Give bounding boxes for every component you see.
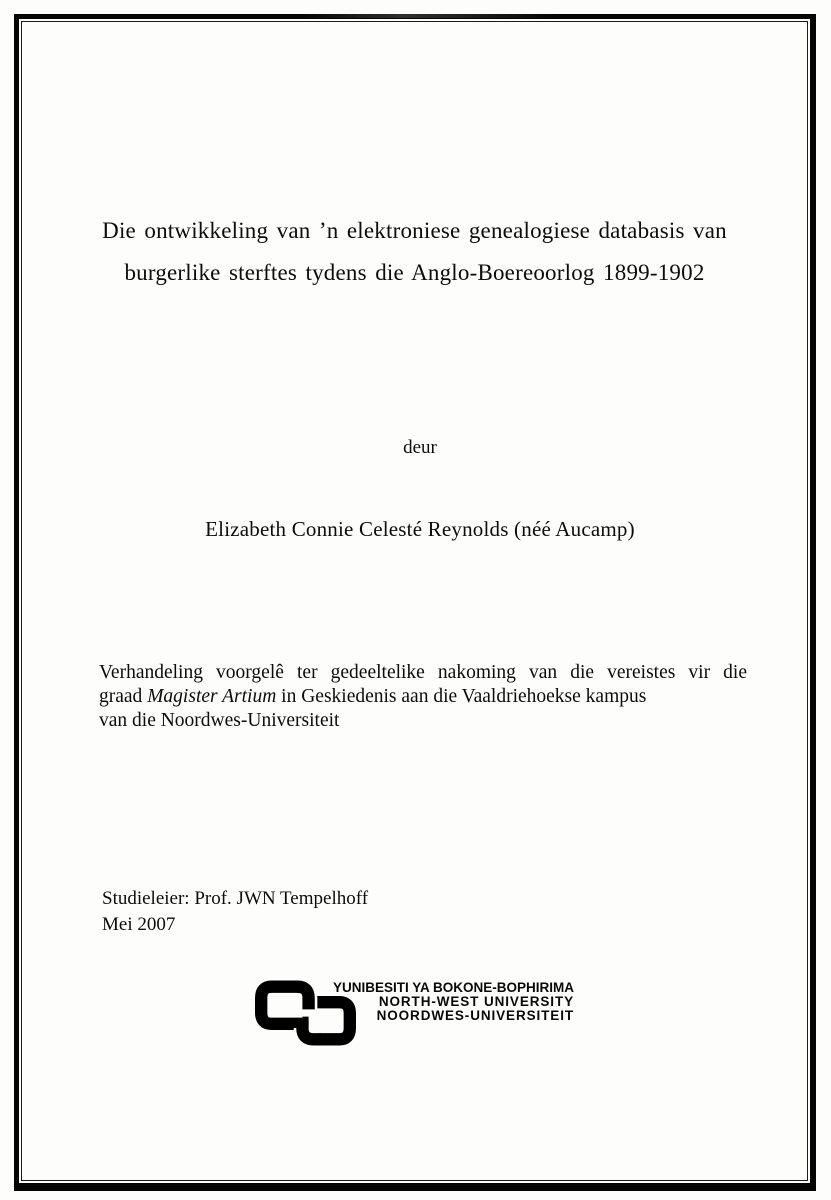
date-line: Mei 2007 (102, 913, 176, 935)
degree-name: Magister Artium (147, 686, 277, 707)
submission-statement (99, 661, 747, 733)
scan-artifact (300, 14, 560, 18)
byline-label: deur (403, 437, 437, 458)
author-name: Elizabeth Connie Celesté Reynolds (néé Aucamp) (205, 517, 635, 541)
supervisor-line: Studieleier: Prof. JWN Tempelhoff (102, 888, 369, 909)
thesis-title-line-2: burgerlike sterftes tydens die Anglo-Boereoorlog 1899-1902 (124, 260, 705, 285)
university-name-afrikaans: NOORDWES-UNIVERSITEIT (376, 1008, 574, 1023)
supervisor-and-date (102, 886, 368, 937)
university-name-english: NORTH-WEST UNIVERSITY (378, 994, 574, 1009)
thesis-title-line-1: Die ontwikkeling van ’n elektroniese genealogiese databasis van (102, 218, 727, 243)
submission-line-1: Verhandeling voorgelê ter gedeeltelike nakoming van die vereistes vir die (99, 662, 747, 683)
submission-line-2 (99, 685, 747, 709)
submission-line-3: van die Noordwes-Universiteit (99, 710, 340, 731)
thesis-title (70, 210, 759, 294)
university-logo (255, 976, 585, 1054)
university-name-setswana: YUNIBESITI YA BOKONE-BOPHIRIMA (332, 980, 574, 995)
submission-line-2-suffix: in Geskiedenis aan die Vaaldriehoekse kampus (276, 686, 647, 707)
submission-line-2-prefix: graad (99, 686, 148, 707)
university-wordmark (319, 981, 574, 1023)
